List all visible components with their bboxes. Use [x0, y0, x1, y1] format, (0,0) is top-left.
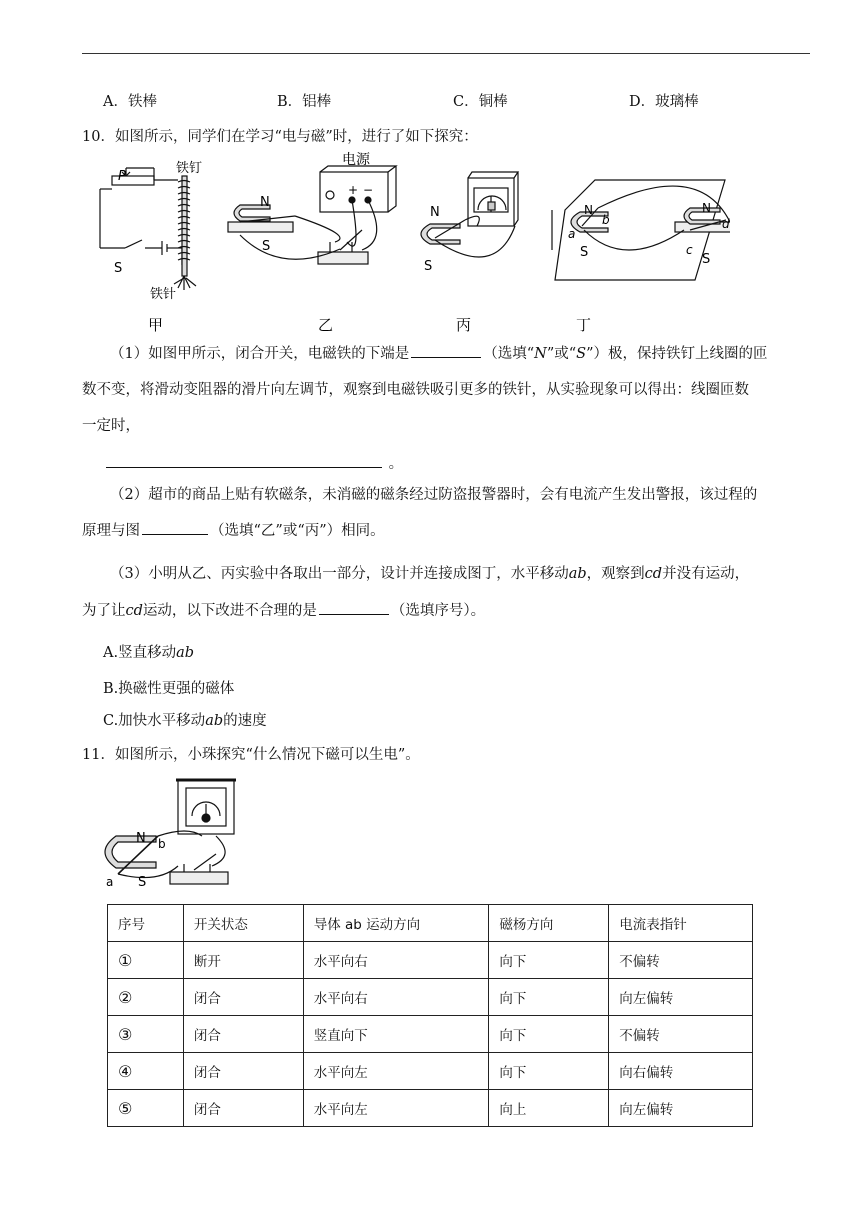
label-S-ding-left: S — [580, 245, 589, 260]
label-plus: + — [348, 183, 359, 197]
label-bing: 丙 — [456, 316, 472, 334]
figure-yi — [228, 166, 396, 264]
option-c: C．铜棒 — [453, 94, 508, 110]
table-cell: 向下 — [489, 1016, 609, 1053]
label-iron-nail: 铁钉 — [176, 161, 203, 176]
label-P: P — [118, 169, 126, 184]
answer-blank-3[interactable] — [142, 533, 208, 535]
label-d-ding: d — [722, 217, 730, 231]
table-cell: ② — [108, 979, 184, 1016]
label-N-yi: N — [260, 195, 270, 210]
table-cell: 不偏转 — [609, 1016, 753, 1053]
q10-choice-a: A.竖直移动ab — [103, 645, 195, 661]
label-ding: 丁 — [576, 316, 592, 334]
table-row — [108, 1016, 753, 1053]
table-cell: 闭合 — [183, 979, 303, 1016]
table-row — [108, 979, 753, 1016]
q10-part1-line4: 。 — [104, 452, 403, 473]
table-cell: 向左偏转 — [609, 979, 753, 1016]
table-row — [108, 1053, 753, 1090]
table-cell: 向右偏转 — [609, 1053, 753, 1090]
label-S-ding-right: S — [702, 252, 711, 267]
table-row — [108, 942, 753, 979]
q10-figure — [90, 150, 730, 335]
label-iron-pin: 铁针 — [150, 287, 177, 302]
table-cell: 向上 — [489, 1090, 609, 1127]
table-cell: ① — [108, 942, 184, 979]
q11-figure — [98, 774, 248, 896]
q10-part1: （1）如图甲所示，闭合开关，电磁铁的下端是 （选填“N”或“S”）极，保持铁钉上线圈的匝 — [110, 346, 768, 362]
table-header-cell: 导体 ab 运动方向 — [303, 905, 489, 942]
table-header-cell: 开关状态 — [183, 905, 303, 942]
table-row — [108, 1090, 753, 1127]
table-cell: 断开 — [183, 942, 303, 979]
q10-part1-line3: 一定时， — [82, 418, 140, 434]
label-S-q11: S — [138, 875, 147, 890]
label-yi: 乙 — [318, 316, 334, 334]
option-d: D．玻璃棒 — [629, 94, 699, 110]
label-b-ding: b — [602, 213, 610, 227]
q10-part3-line2: 为了让cd运动，以下改进不合理的是 （选填序号）。 — [82, 603, 486, 619]
table-cell: 水平向右 — [303, 942, 489, 979]
label-a-q11: a — [106, 875, 114, 889]
table-cell: 水平向左 — [303, 1053, 489, 1090]
label-S-bing: S — [424, 259, 433, 274]
table-cell: 闭合 — [183, 1016, 303, 1053]
table-cell: 闭合 — [183, 1053, 303, 1090]
q10-part3: （3）小明从乙、丙实验中各取出一部分，设计并连接成图丁，水平移动ab，观察到cd并没有运动， — [110, 566, 750, 582]
table-header-cell: 序号 — [108, 905, 184, 942]
label-S-yi: S — [262, 239, 271, 254]
table-cell: 向左偏转 — [609, 1090, 753, 1127]
table-cell: 不偏转 — [609, 942, 753, 979]
q11-table — [107, 904, 753, 1127]
label-N-q11: N — [136, 831, 146, 846]
q10-part2-line2: 原理与图 （选填“乙”或“丙”）相同。 — [82, 523, 385, 539]
label-power: 电源 — [342, 152, 370, 168]
label-N-ding-left: N — [584, 203, 593, 217]
label-S-jia: S — [114, 261, 123, 276]
q10-choice-b: B.换磁性更强的磁体 — [103, 681, 235, 697]
table-header-row — [108, 905, 753, 942]
label-a-ding: a — [568, 227, 576, 241]
table-cell: ③ — [108, 1016, 184, 1053]
table-cell: 向下 — [489, 942, 609, 979]
label-N-bing: N — [430, 205, 440, 220]
q10-part1-line2: 数不变，将滑动变阻器的滑片向左调节，观察到电磁铁吸引更多的铁针，从实验现象可以得出：线圈匝数 — [82, 382, 749, 398]
option-a: A．铁棒 — [103, 94, 157, 110]
answer-blank-2[interactable] — [106, 466, 382, 468]
table-header-cell: 磁杨方向 — [489, 905, 609, 942]
q10-part2: （2）超市的商品上贴有软磁条，未消磁的磁条经过防盗报警器时，会有电流产生发出警报，该过程的 — [110, 487, 758, 503]
question-11-stem: 11．如图所示，小珠探究“什么情况下磁可以生电”。 — [82, 747, 420, 763]
table-cell: 向下 — [489, 979, 609, 1016]
table-cell: 水平向左 — [303, 1090, 489, 1127]
question-10-stem: 10．如图所示，同学们在学习“电与磁”时，进行了如下探究： — [82, 129, 478, 145]
label-b-q11: b — [158, 837, 166, 851]
table-cell: 向下 — [489, 1053, 609, 1090]
table-cell: 竖直向下 — [303, 1016, 489, 1053]
answer-blank-1[interactable] — [411, 356, 481, 358]
answer-blank-4[interactable] — [319, 613, 389, 615]
label-jia: 甲 — [148, 316, 164, 334]
label-minus: − — [363, 183, 374, 197]
table-cell: ⑤ — [108, 1090, 184, 1127]
table-header-cell: 电流表指针 — [609, 905, 753, 942]
header-rule — [82, 53, 810, 54]
table-cell: 闭合 — [183, 1090, 303, 1127]
label-c-ding: c — [686, 243, 693, 257]
table-cell: ④ — [108, 1053, 184, 1090]
q10-choice-c: C.加快水平移动ab的速度 — [103, 713, 267, 729]
option-b: B．铝棒 — [277, 94, 332, 110]
label-N-ding-right: N — [702, 201, 711, 215]
table-cell: 水平向右 — [303, 979, 489, 1016]
